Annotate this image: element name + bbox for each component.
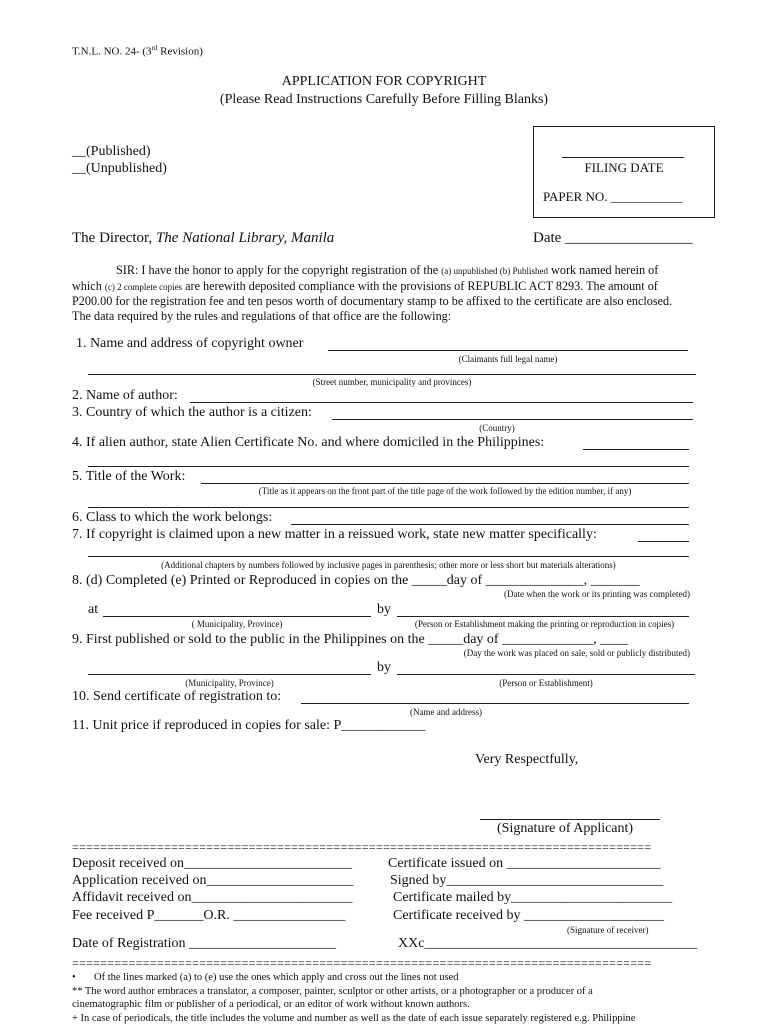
director-address: The Director, The National Library, Manila: [72, 230, 335, 246]
item-6-line[interactable]: [291, 524, 689, 525]
item-5-hint: (Title as it appears on the front part of the title page of the work followed by the edition number, if any): [258, 486, 632, 496]
item-8-at: at: [88, 602, 99, 617]
item-10-hint: (Name and address): [410, 707, 482, 717]
unpublished-option[interactable]: __(Unpublished): [72, 161, 167, 176]
item-2-label: 2. Name of author:: [72, 388, 178, 403]
item-4-line-2[interactable]: [88, 466, 689, 467]
form-reference: T.N.L. NO. 24- (3rd Revision): [72, 44, 203, 58]
certificate-mailed[interactable]: Certificate mailed by_______________________: [393, 890, 673, 905]
closing-text: Very Respectfully,: [475, 752, 579, 767]
certificate-received[interactable]: Certificate received by ____________________: [393, 908, 664, 923]
item-8-by: by: [377, 602, 391, 617]
item-10-line[interactable]: [301, 703, 689, 704]
item-1-line[interactable]: [328, 350, 688, 351]
item-1-hint: (Claimants full legal name): [458, 354, 558, 364]
item-1-address-line[interactable]: [88, 374, 696, 375]
receiver-hint: (Signature of receiver): [567, 925, 649, 935]
item-11-field[interactable]: 11. Unit price if reproduced in copies for sale: P____________: [72, 718, 426, 733]
separator-bottom: ==================================================================================: [72, 957, 652, 969]
item-9-person-line[interactable]: [397, 674, 695, 675]
item-5-line-2[interactable]: [88, 507, 689, 508]
footnote-1: • Of the lines marked (a) to (e) use the ones which apply and cross out the lines not used: [72, 972, 459, 983]
item-1-label: 1. Name and address of copyright owner: [76, 336, 304, 351]
date-of-registration[interactable]: Date of Registration _____________________: [72, 936, 337, 951]
item-8-hint-a: ( Municipality, Province): [191, 619, 283, 629]
item-2-line[interactable]: [190, 402, 693, 403]
certificate-issued[interactable]: Certificate issued on ______________________: [388, 856, 661, 871]
item-4-line[interactable]: [583, 449, 689, 450]
item-3-hint: (Country): [479, 423, 515, 433]
paper-no-field[interactable]: PAPER NO. ___________: [543, 189, 683, 204]
xxc-field[interactable]: XXc_______________________________________: [398, 936, 698, 951]
fee-received[interactable]: Fee received P_______O.R. ________________: [72, 908, 346, 923]
item-5-line[interactable]: [201, 483, 689, 484]
item-9-hint-a: (Municipality, Province): [185, 678, 274, 688]
item-8-label: 8. (d) Completed (e) Printed or Reproduced in copies on the _____day of ______________, _______: [72, 573, 640, 588]
item-7-line-2[interactable]: [88, 556, 689, 557]
date-field[interactable]: Date _________________: [533, 230, 693, 246]
filing-box: [533, 126, 715, 218]
item-1-hint-2: (Street number, municipality and provinces): [312, 377, 472, 387]
signature-line[interactable]: [480, 819, 660, 820]
item-9-by: by: [377, 660, 391, 675]
item-4-label: 4. If alien author, state Alien Certificate No. and where domiciled in the Philippines:: [72, 435, 545, 450]
item-6-label: 6. Class to which the work belongs:: [72, 510, 273, 525]
filing-date-line[interactable]: [562, 157, 684, 158]
item-9-label: 9. First published or sold to the public in the Philippines on the _____day of _____________, ____: [72, 632, 629, 647]
page-title: APPLICATION FOR COPYRIGHT: [281, 74, 487, 89]
item-8-person-line[interactable]: [397, 616, 689, 617]
footnote-2: ** The word author embraces a translator, a composer, painter, sculptor or other artists, or a photographer or a producer of a cinematographic film or publisher of a periodical, or an editor of work without known authors.: [72, 986, 593, 1010]
page-subtitle: (Please Read Instructions Carefully Before Filling Blanks): [219, 92, 549, 107]
separator-top: ==================================================================================: [72, 841, 652, 853]
item-9-hint-b: (Person or Establishment): [499, 678, 593, 688]
item-9-place-line[interactable]: [88, 674, 371, 675]
published-option[interactable]: __(Published): [72, 144, 151, 159]
item-9-hint: (Day the work was placed on sale, sold or publicly distributed): [463, 648, 690, 658]
item-8-hint-b: (Person or Establishment making the printing or reproduction in copies): [414, 619, 675, 629]
item-5-label: 5. Title of the Work:: [72, 469, 186, 484]
item-8-hint: (Date when the work or its printing was completed): [504, 589, 690, 599]
item-8-place-line[interactable]: [103, 616, 371, 617]
signed-by[interactable]: Signed by_______________________________: [390, 873, 664, 888]
item-7-hint: (Additional chapters by numbers followed by inclusive pages in parenthesis; other more or less short but materials alterations): [161, 560, 616, 570]
item-7-line[interactable]: [638, 541, 689, 542]
signature-label: (Signature of Applicant): [497, 821, 634, 836]
item-10-label: 10. Send certificate of registration to:: [72, 689, 282, 704]
footnote-3: + In case of periodicals, the title includes the volume and number as well as the date of each issue separately registered e.g. Philippine: [72, 1013, 636, 1024]
filing-date-label: FILING DATE: [584, 160, 664, 175]
deposit-received[interactable]: Deposit received on________________________: [72, 856, 352, 871]
item-3-label: 3. Country of which the author is a citizen:: [72, 405, 312, 420]
item-7-label: 7. If copyright is claimed upon a new matter in a reissued work, state new matter specifically:: [72, 527, 597, 542]
application-received[interactable]: Application received on_____________________: [72, 873, 354, 888]
item-3-line[interactable]: [332, 419, 693, 420]
intro-paragraph: SIR: I have the honor to apply for the copyright registration of the (a) unpublished (b) Published work named herein of which (c) 2 complete copies are herewith deposited compliance with the provisions of REPUBLIC ACT 8293. The amount of P200.00 for the registration fee and ten pesos worth of documentary stamp to be affixed to the certificate are also enclosed. The data required by the rules and regulations of that office are the following:: [72, 263, 673, 323]
bullet-icon: •: [72, 972, 76, 983]
affidavit-received[interactable]: Affidavit received on_______________________: [72, 890, 353, 905]
